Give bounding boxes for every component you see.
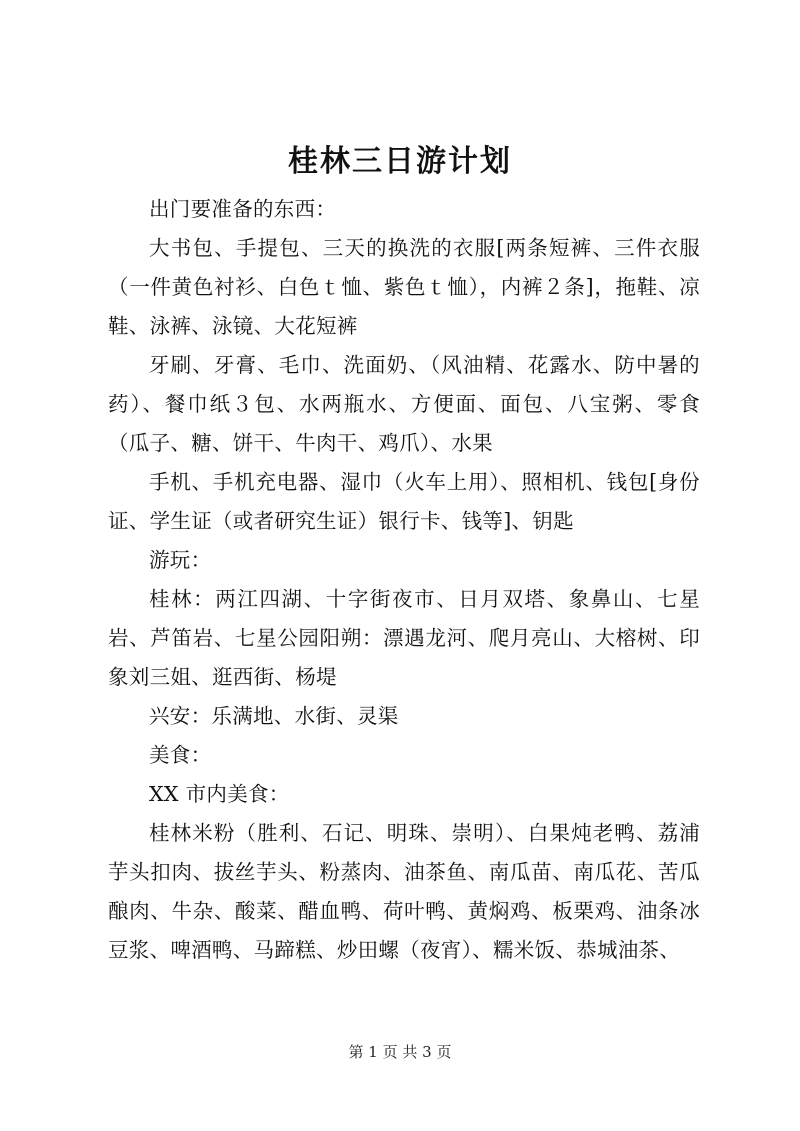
paragraph-food-list: 桂林米粉（胜利、石记、明珠、崇明）、白果炖老鸭、荔浦芋头扣肉、拔丝芋头、粉蒸肉、油茶鱼、南瓜苗、南瓜花、苦瓜酿肉、牛杂、酸菜、醋血鸭、荷叶鸭、黄焖鸡、板栗鸡、油条冰豆浆、啤酒鸭、马蹄糕、炒田螺（夜宵）、糯米饭、恭城油茶、 xyxy=(108,821,700,962)
paragraph-city-food-heading: XX 市内美食： xyxy=(149,782,290,806)
paragraph-sightseeing-heading: 游玩： xyxy=(149,548,212,572)
page-footer: 第 1 页 共 3 页 xyxy=(348,1043,452,1061)
paragraph-xingan: 兴安：乐满地、水街、灵渠 xyxy=(149,704,399,728)
paragraph-food-heading: 美食： xyxy=(149,743,212,767)
paragraph-electronics: 手机、手机充电器、湿巾（火车上用）、照相机、钱包[身份证、学生证（或者研究生证）银行卡、钱等]、钥匙 xyxy=(108,470,700,533)
document-body xyxy=(108,190,700,970)
paragraph-prepare-heading: 出门要准备的东西： xyxy=(149,197,337,221)
paragraph-toiletries-food: 牙刷、牙膏、毛巾、洗面奶、（风油精、花露水、防中暑的药）、餐巾纸３包、水两瓶水、方便面、面包、八宝粥、零食（瓜子、糖、饼干、牛肉干、鸡爪）、水果 xyxy=(108,353,700,455)
paragraph-clothes: 大书包、手提包、三天的换洗的衣服[两条短裤、三件衣服（一件黄色衬衫、白色ｔ恤、紫色ｔ恤），内裤２条]，拖鞋、凉鞋、泳裤、泳镜、大花短裤 xyxy=(108,236,700,338)
paragraph-guilin-yangshuo: 桂林：两江四湖、十字街夜市、日月双塔、象鼻山、七星岩、芦笛岩、七星公园阳朔：漂遇龙河、爬月亮山、大榕树、印象刘三姐、逛西街、杨堤 xyxy=(108,587,700,689)
document-title: 桂林三日游计划 xyxy=(288,144,512,179)
